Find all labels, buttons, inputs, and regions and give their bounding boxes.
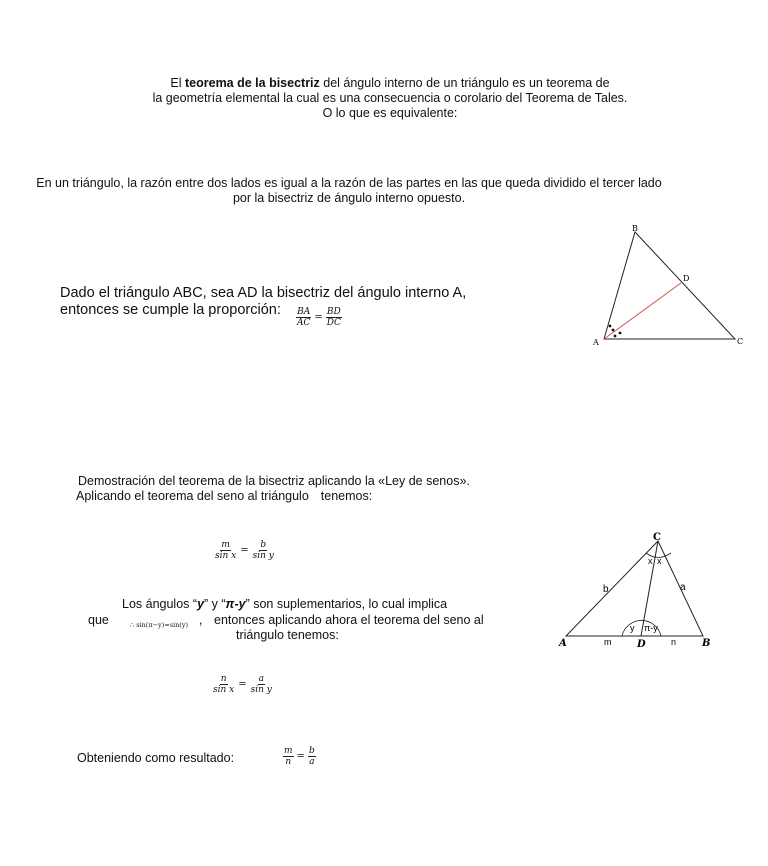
vertex-label-c: C — [653, 532, 661, 543]
proof-intro — [78, 474, 470, 504]
segment-label-n: n — [671, 637, 677, 647]
fraction-bd-dc: $\frac{BD}{DC}$ — [326, 307, 341, 328]
result-formula — [283, 746, 316, 767]
proof-line-2: Aplicando el teorema del seno al triángulo tenemos: — [76, 489, 373, 503]
angle-y: y — [197, 597, 205, 611]
fraction-a-siny: $\frac{a}{\text{sin y}}$ — [250, 674, 272, 695]
given-line-1: Dado el triángulo ABC, sea AD la bisectriz del ángulo interno A, — [60, 285, 467, 301]
intro-paragraph — [60, 76, 720, 121]
angle-mark — [612, 329, 615, 332]
bisector-ad — [604, 283, 681, 339]
result-label: Obteniendo como resultado: — [77, 751, 235, 765]
fraction-b-a: $\frac{b}{a}$ — [308, 746, 315, 767]
equals-sign: = — [314, 312, 323, 323]
vertex-label-a: A — [593, 338, 599, 347]
statement-line-1: En un triángulo, la razón entre dos lados es igual a la razón de las partes en las que queda dividido el tercer lado — [36, 176, 662, 190]
equation-2 — [212, 674, 273, 695]
triangle-figure-1 — [590, 222, 750, 352]
proof-line-1: Demostración del teorema de la bisectriz aplicando la «Ley de senos». — [78, 474, 470, 488]
given-paragraph — [60, 285, 466, 319]
que-word: que — [88, 613, 109, 627]
fraction-n-sinx: $\frac{n}{\text{sin x}}$ — [213, 674, 235, 695]
intro-line-2: la geometría elemental la cual es una consecuencia o corolario del Teorema de Tales. — [152, 91, 628, 105]
fraction-b-siny: $\frac{b}{\text{sin y}}$ — [252, 540, 274, 561]
angle-label-pi-y: π-y — [644, 623, 658, 633]
supplementary-line: Los ángulos “y” y “π-y” son suplementarios, lo cual implica — [122, 597, 448, 611]
vertex-label-b: B — [632, 224, 638, 233]
intro-line-1: El teorema de la bisectriz del ángulo interno de un triángulo es un teorema de — [170, 76, 610, 90]
angle-mark — [619, 332, 622, 335]
point-label-d: D — [683, 274, 690, 283]
intro-line-3: O lo que es equivalente: — [322, 106, 458, 120]
statement-line-2: por la bisectriz de ángulo interno opuesto. — [232, 191, 466, 205]
angle-mark — [614, 335, 617, 338]
comma: , — [199, 613, 203, 627]
vertex-label-c: C — [737, 337, 744, 346]
triangle-abc — [604, 232, 735, 339]
identity-formula: ∴ sin(π−y)=sin(y) — [130, 621, 189, 629]
angle-pi-y: π-y — [225, 597, 246, 611]
point-label-d: D — [637, 639, 646, 650]
side-label-a: a — [680, 582, 686, 593]
equation-1 — [214, 540, 275, 561]
vertex-label-a: A — [559, 638, 567, 649]
equals-sign: = — [296, 751, 305, 762]
angle-mark — [609, 325, 612, 328]
fraction-m-n: $\frac{m}{n}$ — [284, 746, 293, 767]
theorem-statement — [0, 176, 698, 206]
side-label-b: b — [603, 584, 609, 595]
segment-label-m: m — [604, 637, 612, 647]
theorem-name: teorema de la bisectriz — [185, 76, 320, 90]
given-line-2: entonces se cumple la proporción: — [60, 302, 281, 318]
fraction-m-sinx: $\frac{m}{\text{sin x}}$ — [215, 540, 237, 561]
proportion-formula — [296, 307, 342, 328]
angle-label-y: y — [630, 623, 635, 633]
triangle-figure-2 — [550, 530, 720, 655]
then-line-1: entonces aplicando ahora el teorema del seno al — [214, 613, 484, 627]
angle-label-x1: x — [648, 556, 653, 566]
vertex-label-b: B — [702, 638, 711, 649]
equals-sign: = — [238, 679, 247, 690]
angle-label-x2: x — [657, 556, 662, 566]
then-line-2: triángulo tenemos: — [236, 628, 339, 642]
fraction-ba-ac: $\frac{BA}{AC}$ — [297, 307, 311, 328]
equals-sign: = — [240, 545, 249, 556]
